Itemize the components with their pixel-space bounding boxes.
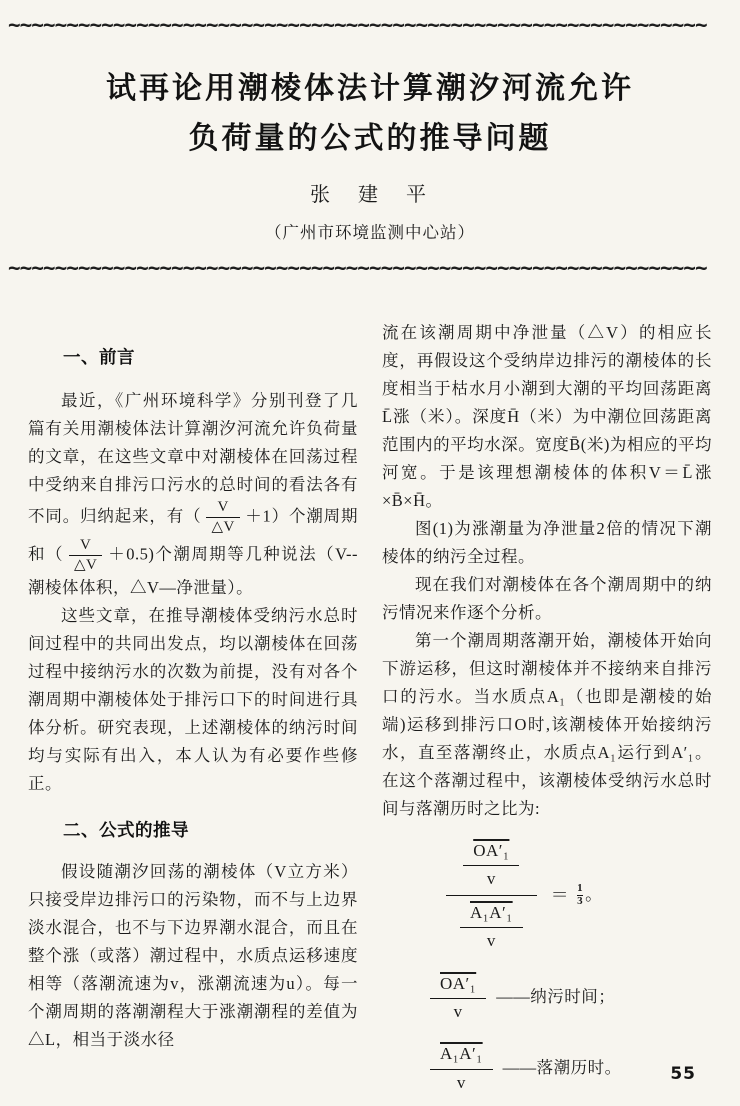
paragraph-first-tide-cycle: 第一个潮周期落潮开始，潮棱体开始向下游运移，但这时潮棱体并不接纳来自排污口的污水。当水质点A₁（也即是潮棱的始端)运移到排污口O时,该潮棱体开始接纳污水，直至落潮终止，水质点A₁运行到A′₁。在这个落潮过程中，该潮棱体受纳污水总时间与落潮历时之比为: xyxy=(382,631,712,818)
section-heading-foreword: 一、前言 xyxy=(63,347,135,367)
paragraph-analysis-intro: 现在我们对潮棱体在各个潮周期中的纳污情况来作逐个分析。 xyxy=(382,575,712,622)
fraction-oa1-over-v xyxy=(463,839,519,890)
formula-label: ——落潮历时。 xyxy=(502,1057,622,1077)
fraction-denominator: v xyxy=(486,869,496,889)
fraction-oa1-over-v xyxy=(430,972,486,1023)
two-column-body xyxy=(0,319,740,1093)
fraction-numerator: OA′₁ xyxy=(430,972,486,999)
fraction-denominator: v xyxy=(453,1001,463,1021)
fraction-denominator: △V xyxy=(206,517,239,536)
paragraph-assumptions: 假设随潮汐回荡的潮棱体（V立方米）只接受岸边排污口的污染物，而不与上边界淡水混合，也不与下边界潮水混合，而且在整个涨（或落）潮过程中，水质点运移速度相等（落潮流速为v，涨潮流速为u）。每一个潮周期的落潮潮程大于涨潮潮程的差值为△L，相当于淡水径 xyxy=(28,862,358,1049)
fraction-denominator: v xyxy=(486,931,496,951)
wavy-divider-bottom: ~~~~~~~~~~~~~~~~~~~~~~~~~~~~~~~~~~~~~~~~~~~~~~~~~~~~~~~~~~~~ xyxy=(8,257,707,279)
compound-fraction xyxy=(446,839,537,952)
text-run: ＋0.5)个潮周期等几种说法（V--潮棱体体积，△V—净泄量）。 xyxy=(28,544,358,597)
text-run: 最近，《广州环境科学》分别刊登了几篇有关用潮棱体法计算潮汐河流允许负荷量的文章，在这些文章中对潮棱体在回荡过程中受纳来自排污口污水的总时间的看法各有不同。归纳起来，有（ xyxy=(28,391,358,526)
wavy-divider-top: ~~~~~~~~~~~~~~~~~~~~~~~~~~~~~~~~~~~~~~~~~~~~~~~~~~~~~~~~~~~~ xyxy=(8,14,707,36)
fraction-numerator: A₁A′₁ xyxy=(460,901,523,928)
compound-fraction-denominator xyxy=(446,896,537,952)
fraction-numerator: V xyxy=(79,536,92,553)
fraction-denominator: △V xyxy=(69,555,102,574)
author-name: 张 建 平 xyxy=(310,184,430,206)
paragraph-intro xyxy=(28,387,358,602)
ideographic-period: 。 xyxy=(585,885,603,905)
fraction-a1a1-over-v xyxy=(430,1042,493,1093)
inline-fraction-v-over-dv xyxy=(206,499,239,537)
right-column xyxy=(382,319,712,1093)
formula-intake-time xyxy=(430,972,712,1023)
fraction-numerator: OA′₁ xyxy=(463,839,519,866)
fraction-numerator: V xyxy=(217,499,229,515)
formula-label: ——纳污时间； xyxy=(496,986,616,1006)
paragraph-figure-reference: 图(1)为涨潮量为净泄量2倍的情况下潮棱体的纳污全过程。 xyxy=(382,519,712,566)
fraction-one-third xyxy=(577,883,583,907)
formula-time-ratio xyxy=(446,839,712,952)
page-number: 55 xyxy=(670,1064,696,1084)
section-heading-derivation: 二、公式的推导 xyxy=(63,820,189,840)
text-run: ＋1）个潮周期和（ xyxy=(28,506,359,564)
paragraph-continuation: 流在该潮周期中净泄量（△V）的相应长度，再假设这个受纳岸边排污的潮棱体的长度相当于枯水月小潮到大潮的平均回荡距离L̄涨（米）。深度H̄（米）为中潮位回荡距离范围内的平均水深。宽度B̄(米)为相应的平均河宽。于是该理想潮棱体的体积V＝L̄涨×B̄×H̄。 xyxy=(382,323,712,510)
equals-sign: ＝ xyxy=(550,885,570,906)
left-column xyxy=(28,319,358,1093)
fraction-numerator: A₁A′₁ xyxy=(430,1042,493,1069)
fraction-a1a1-over-v xyxy=(460,901,523,952)
compound-fraction-numerator xyxy=(446,839,537,896)
article-title-line1: 试再论用潮棱体法计算潮汐河流允许 xyxy=(106,72,634,105)
fraction-denominator: v xyxy=(456,1072,466,1092)
inline-fraction-v-over-dv xyxy=(69,537,102,575)
paragraph-critique: 这些文章，在推导潮棱体受纳污水总时间过程中的共同出发点，均以潮棱体在回荡过程中接纳污水的次数为前提，没有对各个潮周期中潮棱体处于排污口下的时间进行具体分析。研究表现，上述潮棱体的纳污时间均与实际有出入，本人认为有必要作些修正。 xyxy=(28,606,358,793)
fraction-denominator: 3 xyxy=(577,894,584,907)
fraction-numerator: 1 xyxy=(577,882,584,895)
author-affiliation: （广州市环境监测中心站） xyxy=(265,223,475,242)
article-title-line2: 负荷量的公式的推导问题 xyxy=(188,122,552,155)
